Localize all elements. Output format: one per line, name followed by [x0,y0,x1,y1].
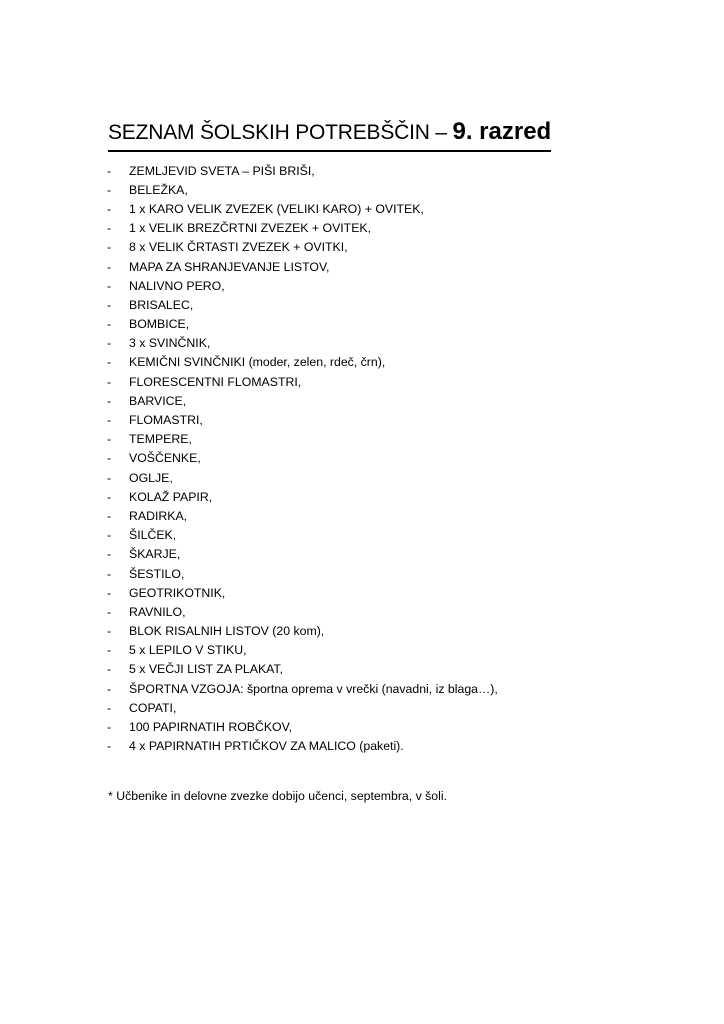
list-bullet: - [107,643,112,658]
list-item [107,545,498,564]
list-bullet: - [107,278,112,293]
list-item [107,583,498,602]
list-bullet: - [107,182,112,197]
list-item [107,660,498,679]
supply-list [107,161,498,756]
list-item [107,315,498,334]
list-item-text: ZEMLJEVID SVETA – PIŠI BRIŠI, [129,163,315,178]
list-item-text: ŠESTILO, [129,566,185,581]
list-bullet: - [107,566,112,581]
list-item [107,487,498,506]
list-item [107,622,498,641]
list-item [107,238,498,257]
list-item [107,391,498,410]
list-item [107,449,498,468]
list-item-text: GEOTRIKOTNIK, [129,585,226,600]
list-bullet: - [107,336,112,351]
list-item-text: KOLAŽ PAPIR, [129,489,213,504]
list-item-text: 3 x SVINČNIK, [129,336,211,351]
list-item-text: BRISALEC, [129,297,194,312]
list-item-text: OGLJE, [129,470,173,485]
list-item [107,257,498,276]
list-item-text: RADIRKA, [129,508,188,523]
list-bullet: - [107,508,112,523]
list-bullet: - [107,297,112,312]
list-item-text: TEMPERE, [129,432,192,447]
list-bullet: - [107,201,112,216]
list-item-text: BARVICE, [129,393,187,408]
list-bullet: - [107,547,112,562]
list-bullet: - [107,413,112,428]
footnote: * Učbenike in delovne zvezke dobijo učenci, septembra, v šoli. [108,789,448,803]
list-item-text: MAPA ZA SHRANJEVANJE LISTOV, [129,259,330,274]
list-item [107,506,498,525]
list-item [107,410,498,429]
list-bullet: - [107,624,112,639]
list-item [107,526,498,545]
list-item [107,161,498,180]
list-bullet: - [107,662,112,677]
list-item-text: 5 x VEČJI LIST ZA PLAKAT, [129,662,283,677]
list-item-text: BLOK RISALNIH LISTOV (20 kom), [129,624,325,639]
list-item [107,468,498,487]
list-item-text: RAVNILO, [129,604,186,619]
list-bullet: - [107,163,112,178]
list-bullet: - [107,585,112,600]
list-bullet: - [107,432,112,447]
title-main-text: SEZNAM ŠOLSKIH POTREBŠČIN – [108,121,453,144]
list-bullet: - [107,700,112,715]
list-item [107,737,498,756]
list-item-text: 8 x VELIK ČRTASTI ZVEZEK + OVITKI, [129,240,348,255]
list-bullet: - [107,240,112,255]
list-bullet: - [107,604,112,619]
list-item-text: VOŠČENKE, [129,451,201,466]
list-bullet: - [107,470,112,485]
list-item-text: 100 PAPIRNATIH ROBČKOV, [129,720,293,735]
list-item [107,180,498,199]
list-bullet: - [107,489,112,504]
list-bullet: - [107,720,112,735]
list-item-text: NALIVNO PERO, [129,278,225,293]
list-item [107,334,498,353]
list-item [107,295,498,314]
list-bullet: - [107,259,112,274]
list-item [107,276,498,295]
list-bullet: - [107,317,112,332]
title-grade-text: 9. razred [452,118,552,145]
list-item [107,372,498,391]
list-item-text: 5 x LEPILO V STIKU, [129,643,247,658]
list-item [107,564,498,583]
list-bullet: - [107,355,112,370]
list-item-text: ŠKARJE, [129,547,181,562]
list-item-text: BOMBICE, [129,317,190,332]
list-item [107,641,498,660]
list-bullet: - [107,451,112,466]
list-item [107,698,498,717]
list-item-text: COPATI, [129,700,177,715]
list-item [107,430,498,449]
list-item [107,219,498,238]
list-bullet: - [107,681,112,696]
list-item [107,199,498,218]
list-bullet: - [107,528,112,543]
list-bullet: - [107,374,112,389]
list-item-text: BELEŽKA, [129,182,188,197]
list-item-text: ŠPORTNA VZGOJA: športna oprema v vrečki (navadni, iz blaga…), [129,681,498,696]
list-item [107,353,498,372]
list-item [107,679,498,698]
list-bullet: - [107,221,112,236]
list-item-text: 4 x PAPIRNATIH PRTIČKOV ZA MALICO (paketi). [129,739,404,754]
list-bullet: - [107,393,112,408]
list-item-text: 1 x VELIK BREZČRTNI ZVEZEK + OVITEK, [129,221,372,236]
list-item-text: FLORESCENTNI FLOMASTRI, [129,374,302,389]
list-bullet: - [107,739,112,754]
page-title [108,118,551,152]
list-item-text: ŠILČEK, [129,528,177,543]
list-item-text: KEMIČNI SVINČNIKI (moder, zelen, rdeč, črn), [129,355,386,370]
list-item [107,602,498,621]
list-item-text: FLOMASTRI, [129,413,203,428]
list-item [107,717,498,736]
list-item-text: 1 x KARO VELIK ZVEZEK (VELIKI KARO) + OVITEK, [129,201,424,216]
